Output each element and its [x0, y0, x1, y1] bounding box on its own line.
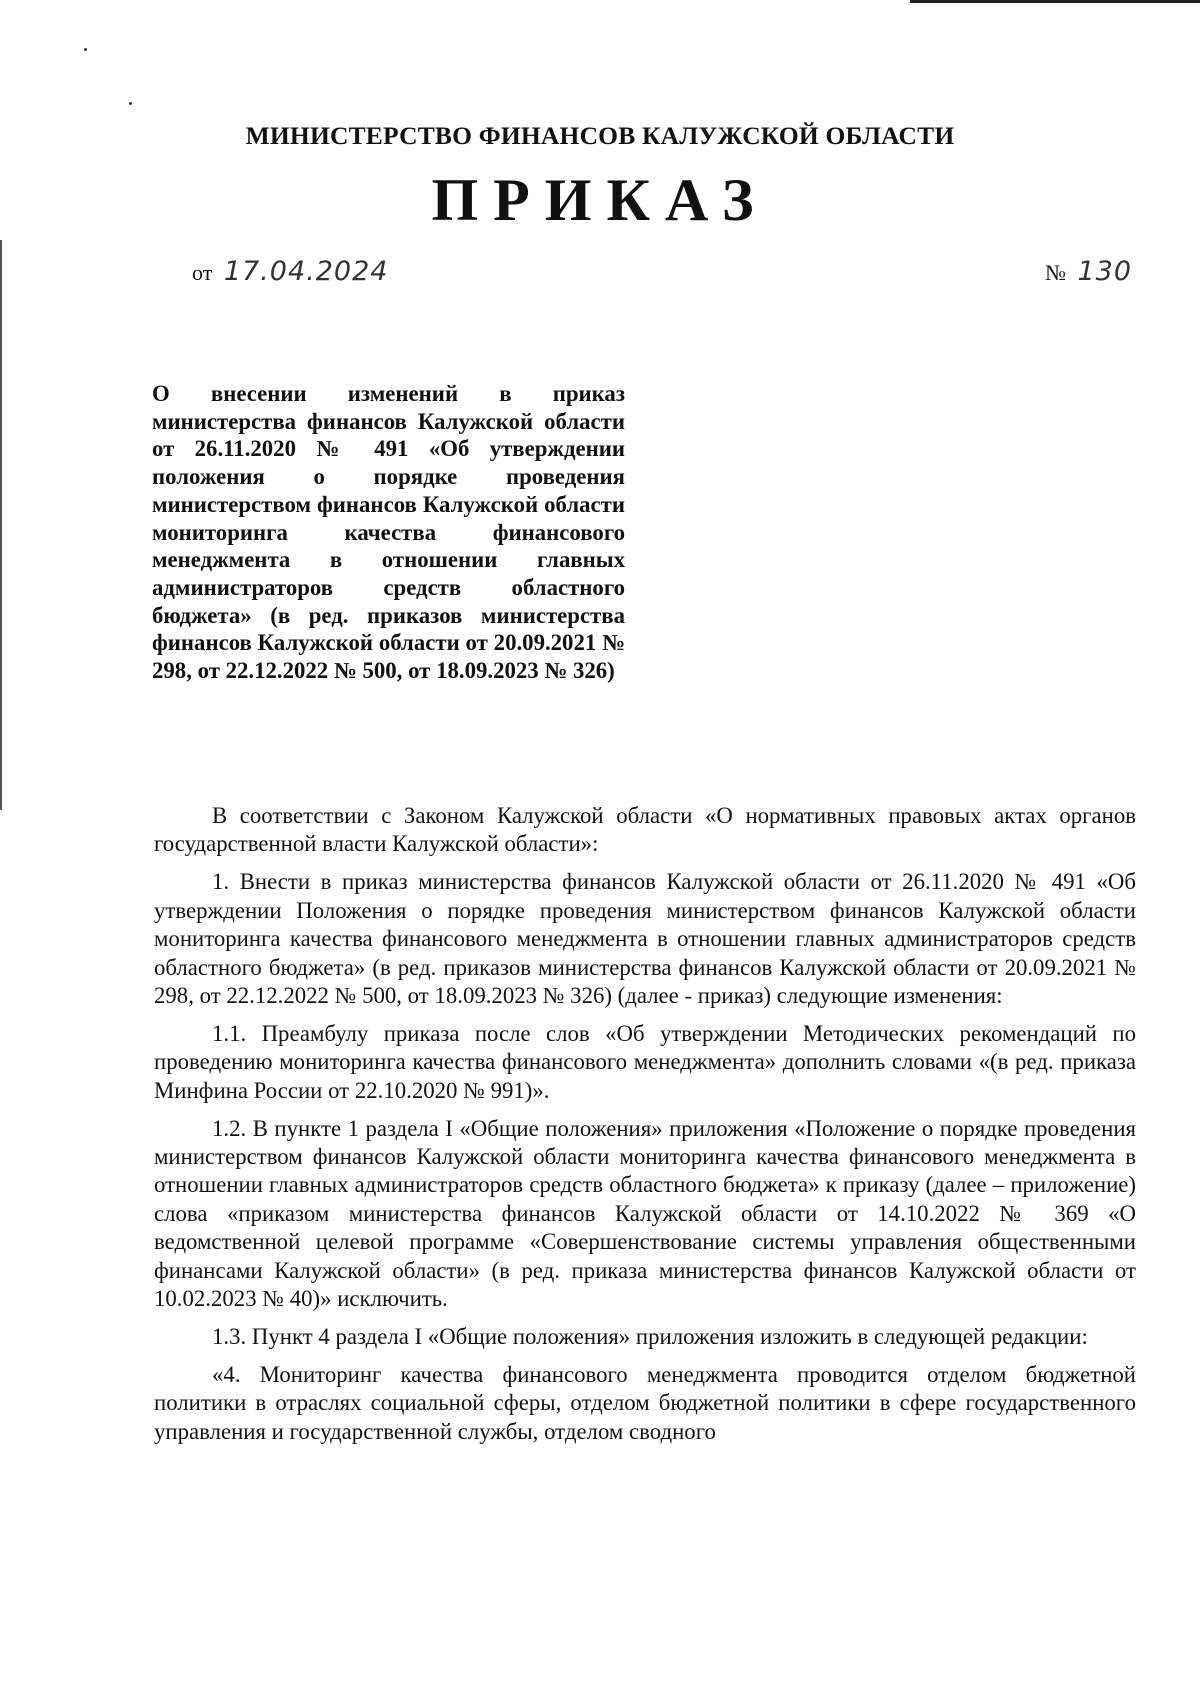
document-type-title: ПРИКАЗ — [431, 167, 769, 233]
order-subject: О внесении изменений в приказ министерства финансов Калужской области от 26.11.2020 № 491 «Об утверждении положения о порядке проведения министерством финансов Калужской области мониторинга качества финансового менеджмента в отношении главных администраторов средств областного бюджета» (в ред. приказов министерства финансов Калужской области от 20.09.2021 № 298, от 22.12.2022 № 500, от 18.09.2023 № 326) — [152, 381, 625, 684]
scan-speck — [84, 48, 87, 51]
order-number — [1045, 256, 1132, 287]
order-body — [154, 802, 1136, 1456]
body-paragraph: 1. Внести в приказ министерства финансов Калужской области от 26.11.2020 № 491 «Об утверждении Положения о порядке проведения министерством финансов Калужской области мониторинга качества финансового менеджмента в отношении главных администраторов средств областного бюджета» (в ред. приказов министерства финансов Калужской области от 20.09.2021 № 298, от 22.12.2022 № 500, от 18.09.2023 № 326) (далее - приказ) следующие изменения: — [154, 869, 1136, 1008]
ministry-header: МИНИСТЕРСТВО ФИНАНСОВ КАЛУЖСКОЙ ОБЛАСТИ — [245, 121, 955, 150]
number-prefix: № — [1045, 260, 1066, 285]
body-paragraph: 1.1. Преамбулу приказа после слов «Об утверждении Методических рекомендаций по проведению мониторинга качества финансового менеджмента» дополнить словами «(в ред. приказа Минфина России от 22.10.2020 № 991)». — [154, 1020, 1136, 1103]
body-paragraph: «4. Мониторинг качества финансового менеджмента проводится отделом бюджетной политики в отраслях социальной сферы, отделом бюджетной политики в сфере государственного управления и государственной службы, отделом сводного — [154, 1361, 1136, 1444]
order-date — [192, 256, 388, 287]
number-handwritten-value: 130 — [1077, 256, 1133, 287]
scan-speck — [129, 102, 132, 105]
body-paragraph: 1.2. В пункте 1 раздела I «Общие положения» приложения «Положение о порядке проведения министерством финансов Калужской области мониторинга качества финансового менеджмента в отношении главных администраторов средств областного бюджета» к приказу (далее – приложение) слова «приказом министерства финансов Калужской области от 14.10.2022 № 369 «О ведомственной целевой программе «Совершенствование системы управления общественными финансами Калужской области» (в ред. приказа министерства финансов Калужской области от 10.02.2023 № 40)» исключить. — [154, 1115, 1136, 1311]
body-paragraph: 1.3. Пункт 4 раздела I «Общие положения» приложения изложить в следующей редакции: — [212, 1323, 1088, 1349]
date-prefix: от — [192, 260, 213, 285]
body-paragraph: В соответствии с Законом Калужской области «О нормативных правовых актах органов государственной власти Калужской области»: — [154, 803, 1136, 857]
scan-edge-top — [910, 0, 1200, 3]
date-handwritten-value: 17.04.2024 — [223, 256, 389, 287]
scan-edge-left — [0, 240, 2, 810]
